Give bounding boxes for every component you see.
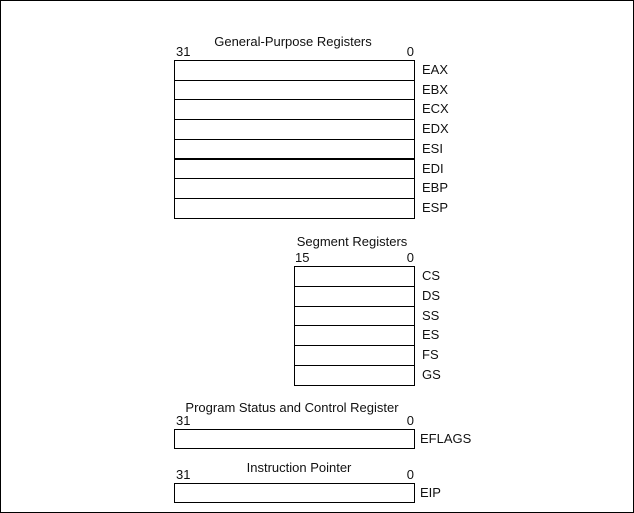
eflags-register-box <box>174 429 415 449</box>
register-row-ebp <box>174 178 415 199</box>
eip-register-box <box>174 483 415 503</box>
eflags-high-bit: 31 <box>176 413 191 428</box>
eip-high-bit: 31 <box>176 467 191 482</box>
register-label-edi: EDI <box>422 160 444 176</box>
gpr-high-bit: 31 <box>176 44 191 59</box>
register-label-ebx: EBX <box>422 81 449 97</box>
register-label-gs: GS <box>422 367 441 382</box>
register-row-ss <box>294 306 415 327</box>
eip-register-label: EIP <box>420 485 441 500</box>
register-label-ebp: EBP <box>422 180 449 196</box>
eflags-low-bit: 0 <box>406 413 414 428</box>
register-row-gs <box>294 365 415 386</box>
eflags-register-label: EFLAGS <box>420 431 472 446</box>
register-row-ebx <box>174 80 415 101</box>
seg-high-bit: 15 <box>295 250 310 265</box>
seg-title: Segment Registers <box>296 234 408 249</box>
register-label-esi: ESI <box>422 140 443 156</box>
register-row-es <box>294 325 415 346</box>
register-label-eax: EAX <box>422 62 449 77</box>
register-row-edx <box>174 119 415 140</box>
register-row-esp <box>174 198 415 219</box>
register-row-fs <box>294 345 415 366</box>
register-label-es: ES <box>422 327 440 343</box>
register-label-fs: FS <box>422 347 439 363</box>
eip-title: Instruction Pointer <box>246 460 352 475</box>
register-label-ss: SS <box>422 307 440 323</box>
register-label-ds: DS <box>422 287 441 303</box>
seg-low-bit: 0 <box>406 250 414 265</box>
register-row-ds <box>294 286 415 307</box>
register-label-esp: ESP <box>422 199 449 215</box>
gpr-low-bit: 0 <box>406 44 414 59</box>
register-row-cs <box>294 266 415 287</box>
register-row-ecx <box>174 99 415 120</box>
register-label-ecx: ECX <box>422 101 449 117</box>
register-label-edx: EDX <box>422 121 449 137</box>
register-row-edi <box>174 159 415 180</box>
eip-low-bit: 0 <box>406 467 414 482</box>
register-row-eax <box>174 60 415 81</box>
eflags-title: Program Status and Control Register <box>185 400 399 415</box>
register-label-cs: CS <box>422 268 441 283</box>
gpr-title: General-Purpose Registers <box>214 34 372 49</box>
register-row-esi <box>174 139 415 160</box>
